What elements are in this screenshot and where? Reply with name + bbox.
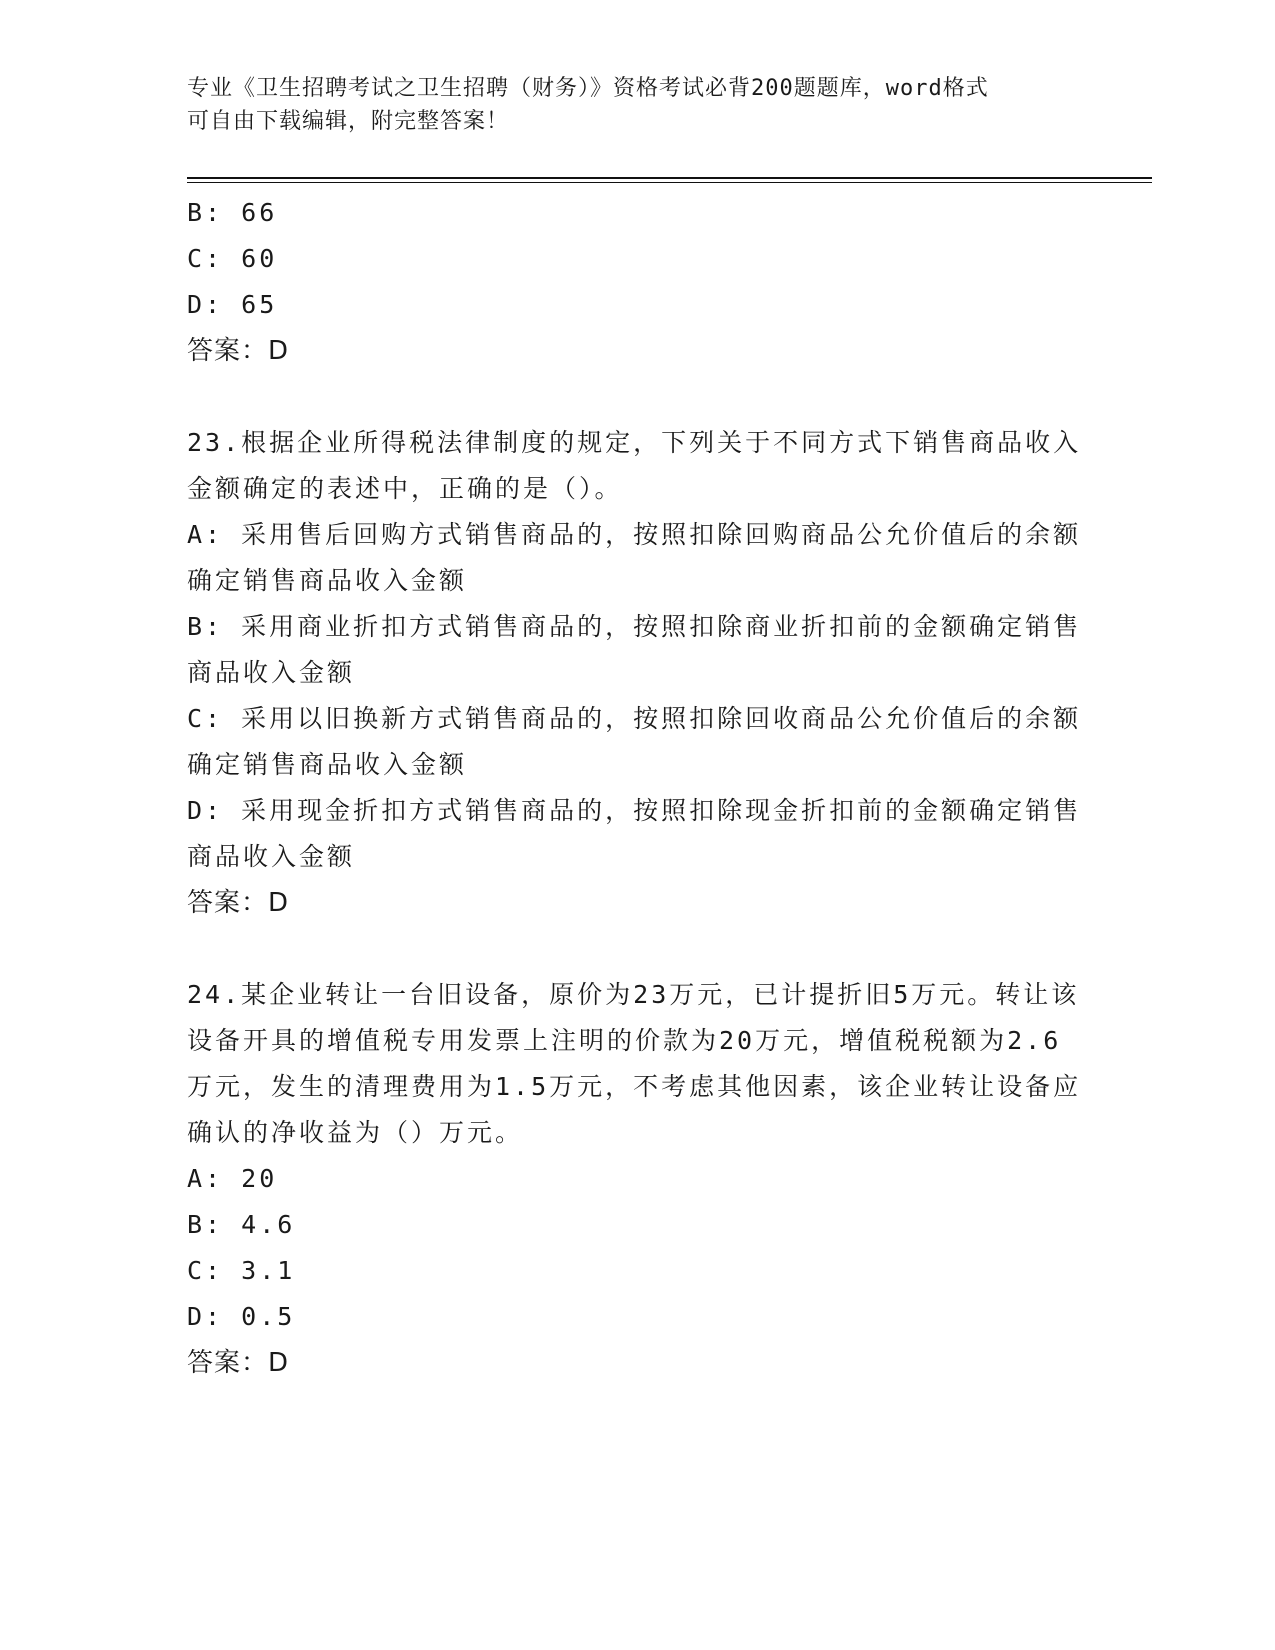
question-24-option-a: A: 20 (187, 1164, 278, 1193)
question-22 (187, 190, 1087, 374)
question-24-option-c: C: 3.1 (187, 1256, 296, 1285)
header-divider-thin (187, 182, 1152, 183)
question-23-stem: 23.根据企业所得税法律制度的规定，下列关于不同方式下销售商品收入金额确定的表述中，正确的是（）。 (187, 428, 1082, 503)
header-title-line-1: 专业《卫生招聘考试之卫生招聘（财务）》资格考试必背200题题库，word格式 (187, 76, 989, 101)
question-23-option-d: D: 采用现金折扣方式销售商品的，按照扣除现金折扣前的金额确定销售商品收入金额 (187, 796, 1082, 871)
question-24-stem: 24.某企业转让一台旧设备，原价为23万元，已计提折旧5万元。转让该设备开具的增值税专用发票上注明的价款为20万元，增值税税额为2.6万元，发生的清理费用为1.5万元，不考虑其他因素，该企业转让设备应确认的净收益为（）万元。 (187, 980, 1082, 1147)
question-spacer (187, 374, 1087, 420)
header-title-line-2: 可自由下载编辑，附完整答案！ (187, 109, 510, 134)
question-23-option-b: B: 采用商业折扣方式销售商品的，按照扣除商业折扣前的金额确定销售商品收入金额 (187, 612, 1082, 687)
question-22-option-d: D: 65 (187, 290, 278, 319)
document-header (187, 72, 1087, 138)
question-spacer (187, 926, 1087, 972)
question-24 (187, 972, 1087, 1386)
question-23-option-c: C: 采用以旧换新方式销售商品的，按照扣除回收商品公允价值后的余额确定销售商品收入金额 (187, 704, 1082, 779)
question-23 (187, 420, 1087, 926)
question-24-option-b: B: 4.6 (187, 1210, 296, 1239)
document-body (187, 190, 1087, 1386)
question-23-answer: 答案：D (187, 888, 290, 918)
question-22-option-b: B: 66 (187, 198, 278, 227)
question-22-option-c: C: 60 (187, 244, 278, 273)
question-24-answer: 答案：D (187, 1348, 290, 1378)
header-divider-thick (187, 177, 1152, 179)
question-22-answer: 答案：D (187, 336, 290, 366)
question-24-option-d: D: 0.5 (187, 1302, 296, 1331)
question-23-option-a: A: 采用售后回购方式销售商品的，按照扣除回购商品公允价值后的余额确定销售商品收入金额 (187, 520, 1082, 595)
